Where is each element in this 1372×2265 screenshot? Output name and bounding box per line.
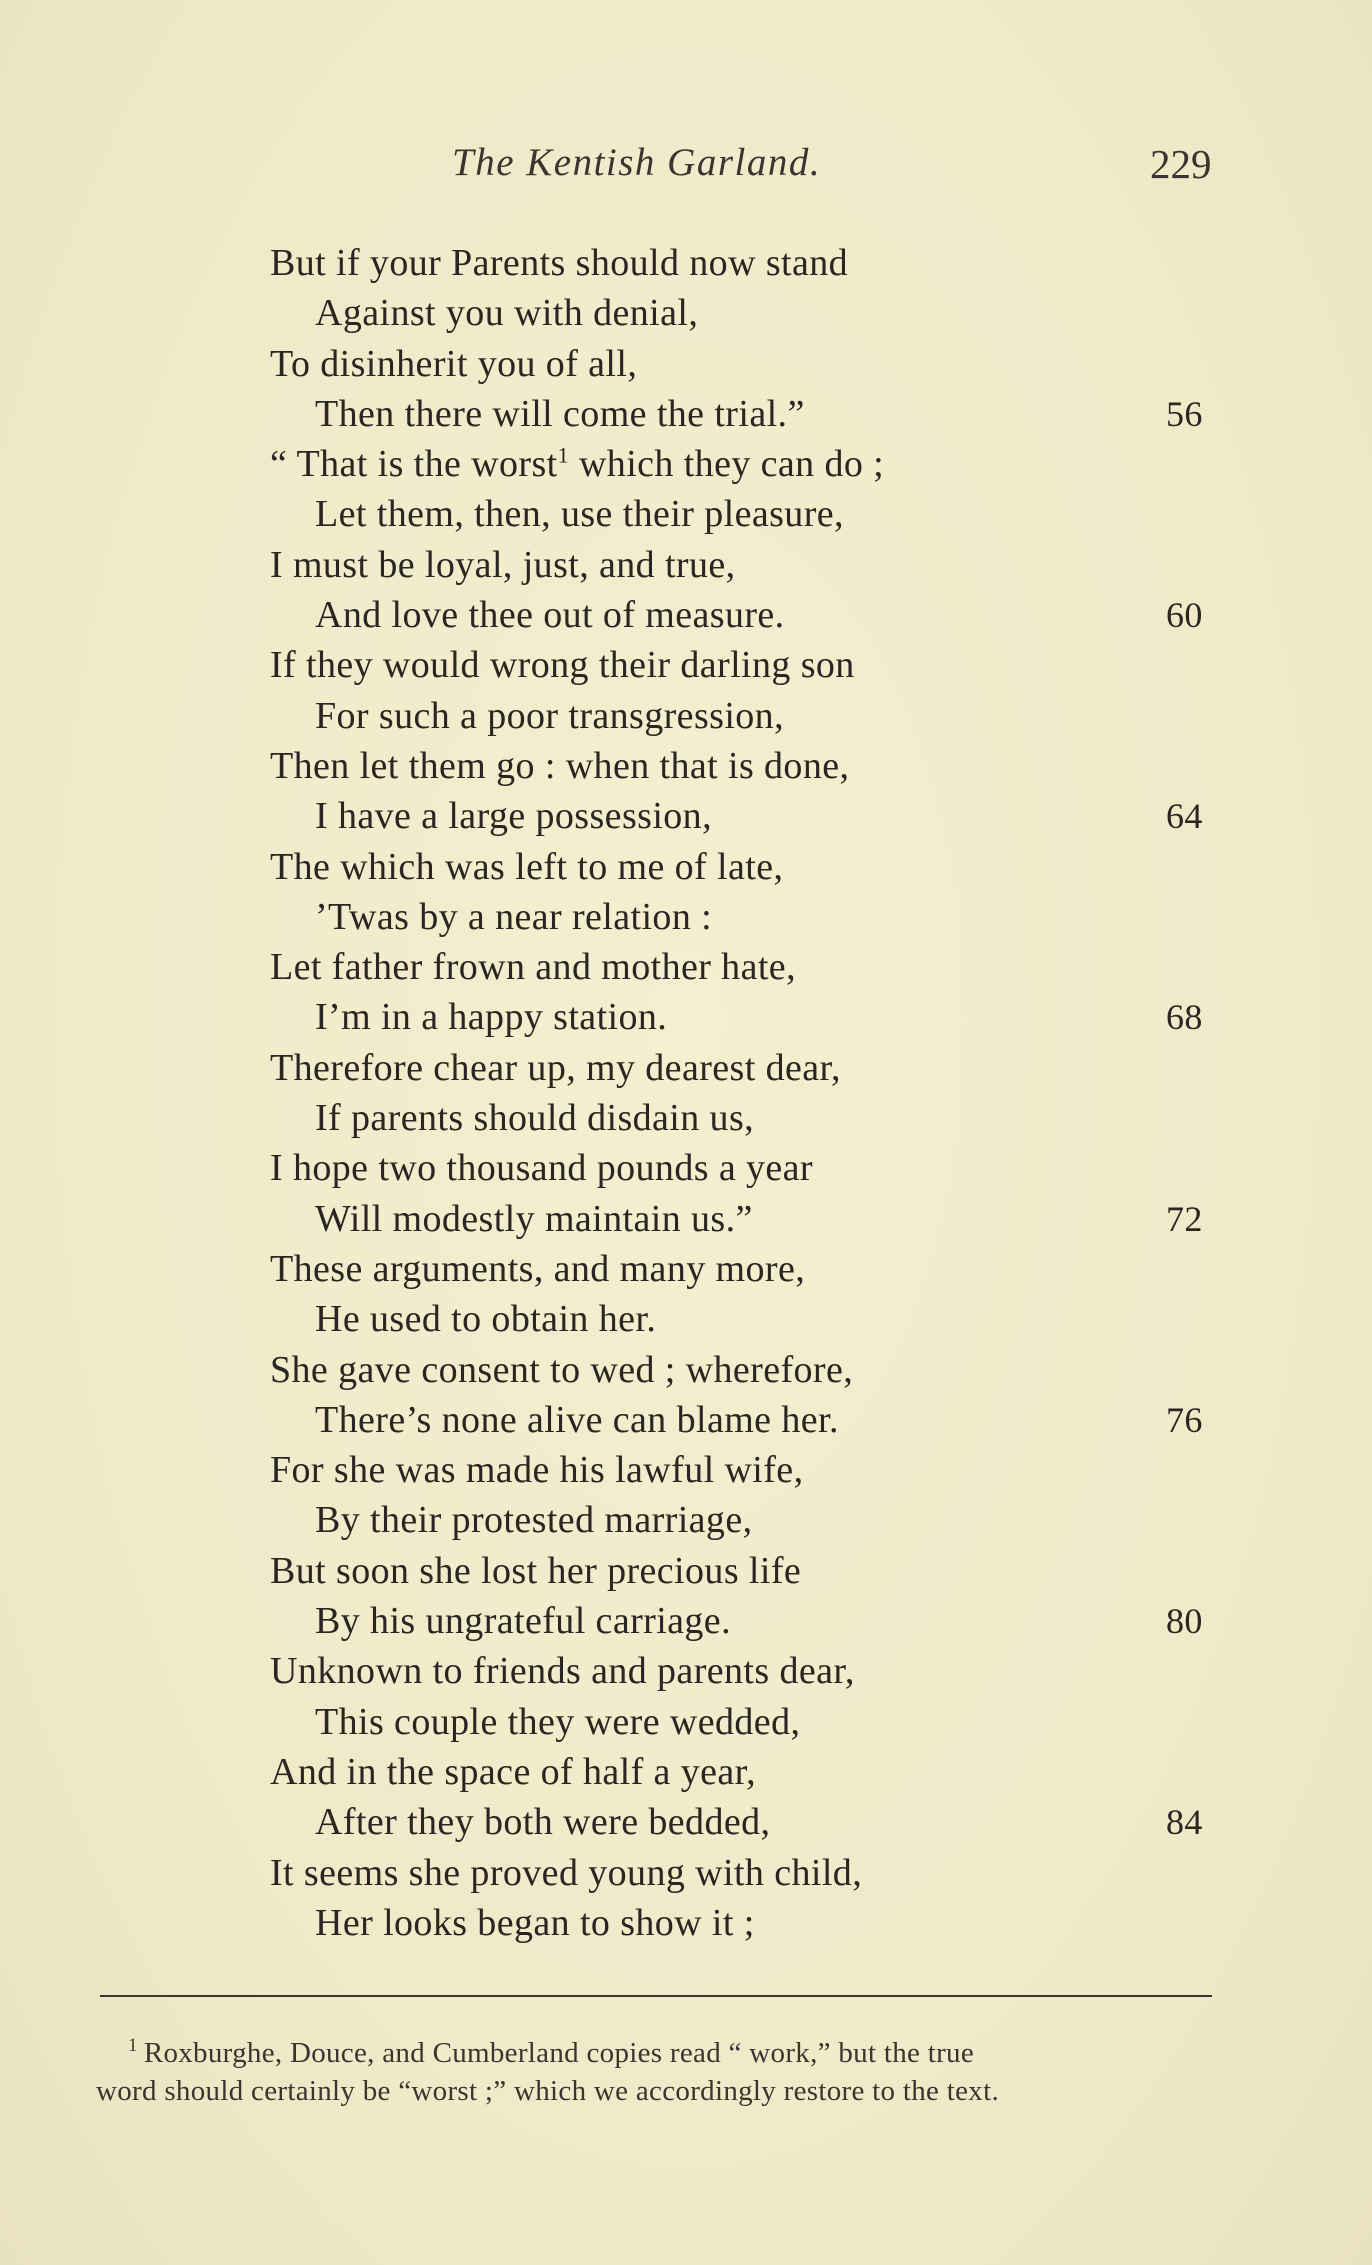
verse-text — [270, 238, 848, 288]
verse-text-main: This couple they were wedded, — [315, 1700, 801, 1743]
verse-text-main: She gave consent to wed ; wherefore, — [270, 1348, 854, 1391]
verse-text-main: If they would wrong their darling son — [270, 644, 855, 687]
verse-text — [315, 1395, 839, 1445]
verse-text-main: For she was made his lawful wife, — [270, 1449, 804, 1492]
verse-text — [315, 691, 784, 741]
verse-text-main: Will modestly maintain us.” — [315, 1197, 753, 1240]
verse-text — [270, 1345, 853, 1395]
verse-line — [0, 1093, 1372, 1143]
verse-text — [270, 1445, 803, 1495]
verse-line — [0, 238, 1372, 288]
verse-line — [0, 1495, 1372, 1545]
verse-line — [0, 1646, 1372, 1696]
line-number: 80 — [1166, 1601, 1203, 1642]
running-title: The Kentish Garland. — [452, 141, 822, 184]
verse-text-main: These arguments, and many more, — [270, 1247, 806, 1290]
verse-line — [0, 1244, 1372, 1294]
line-number: 56 — [1166, 393, 1203, 434]
verse-text-main: It seems she proved young with child, — [270, 1851, 863, 1894]
verse-line — [0, 1043, 1372, 1093]
verse-text-main: Then let them go : when that is done, — [270, 744, 850, 787]
footnote-text-1: Roxburghe, Douce, and Cumberland copies read “ work,” but the true — [143, 2037, 975, 2069]
page-number: 229 — [1150, 141, 1212, 187]
verse-text-main: Let father frown and mother hate, — [270, 946, 796, 989]
verse-text-main: He used to obtain her. — [315, 1298, 657, 1341]
verse-text — [315, 389, 805, 439]
line-number: 68 — [1166, 997, 1203, 1038]
verse-line — [0, 1345, 1372, 1395]
verse-text — [270, 842, 783, 892]
verse-line — [0, 288, 1372, 338]
verse-line — [0, 842, 1372, 892]
verse-text — [315, 1797, 770, 1847]
verse-text-main: Against you with denial, — [315, 292, 699, 335]
verse-line — [0, 439, 1372, 489]
verse-line — [0, 1898, 1372, 1948]
line-number: 84 — [1166, 1802, 1203, 1843]
verse-line — [0, 540, 1372, 590]
verse-line — [0, 1848, 1372, 1898]
verse-line — [0, 791, 1372, 841]
verse-line — [0, 992, 1372, 1042]
verse-text — [270, 1546, 801, 1596]
verse-text — [315, 892, 712, 942]
verse-text-main: But soon she lost her precious life — [270, 1549, 802, 1592]
verse-line — [0, 892, 1372, 942]
verse-text — [315, 590, 785, 640]
verse-text-main: “ That is the worst — [270, 443, 558, 486]
verse-line — [0, 1546, 1372, 1596]
verse-text-main: ’Twas by a near relation : — [315, 895, 713, 938]
verse-line — [0, 1294, 1372, 1344]
verse-text-main: But if your Parents should now stand — [270, 242, 849, 284]
verse-text-main: And love thee out of measure. — [315, 594, 785, 637]
verse-text — [270, 439, 884, 489]
verse-line — [0, 741, 1372, 791]
verse-text — [315, 1194, 753, 1244]
verse-text — [270, 1848, 862, 1898]
verse-line — [0, 389, 1372, 439]
verse-text — [270, 942, 796, 992]
poem-body — [0, 238, 1372, 1948]
verse-line — [0, 1797, 1372, 1847]
verse-text-after: which they can do ; — [569, 443, 885, 486]
verse-line — [0, 691, 1372, 741]
verse-line — [0, 339, 1372, 389]
verse-text — [315, 1495, 753, 1545]
footnote — [96, 2034, 1216, 2110]
verse-text — [315, 1093, 754, 1143]
verse-line — [0, 1143, 1372, 1193]
verse-text — [315, 1697, 800, 1747]
verse-text — [270, 339, 637, 389]
verse-line — [0, 640, 1372, 690]
line-number: 76 — [1166, 1399, 1203, 1440]
verse-text — [315, 1294, 656, 1344]
verse-line — [0, 1596, 1372, 1646]
verse-line — [0, 1445, 1372, 1495]
verse-text-main: I have a large possession, — [315, 795, 712, 838]
verse-text — [270, 1747, 756, 1797]
verse-text — [315, 489, 844, 539]
verse-text — [315, 1898, 755, 1948]
verse-line — [0, 1747, 1372, 1797]
verse-text — [270, 1646, 855, 1696]
verse-text — [270, 540, 736, 590]
verse-text — [270, 741, 849, 791]
verse-text-main: Then there will come the trial.” — [315, 392, 805, 435]
verse-text-main: For such a poor transgression, — [315, 694, 784, 737]
verse-text-main: By his ungrateful carriage. — [315, 1600, 731, 1643]
footnote-line-2: word should certainly be “worst ;” which we accordingly restore to the text. — [96, 2075, 999, 2107]
verse-text-main: I hope two thousand pounds a year — [270, 1147, 813, 1190]
verse-text — [270, 1143, 813, 1193]
verse-text — [315, 1596, 731, 1646]
verse-line — [0, 590, 1372, 640]
footnote-reference: 1 — [557, 442, 570, 468]
line-number: 64 — [1166, 796, 1203, 837]
verse-text — [315, 288, 698, 338]
verse-text-main: The which was left to me of late, — [270, 845, 784, 888]
verse-text-main: Unknown to friends and parents dear, — [270, 1650, 855, 1693]
verse-text-main: To disinherit you of all, — [270, 342, 638, 385]
verse-text-main: Therefore chear up, my dearest dear, — [270, 1046, 841, 1089]
footnote-line-1 — [96, 2034, 1216, 2072]
running-head — [0, 140, 1372, 200]
verse-line — [0, 489, 1372, 539]
verse-text — [315, 791, 712, 841]
verse-text-main: Her looks began to show it ; — [315, 1901, 755, 1944]
verse-text-main: After they both were bedded, — [315, 1801, 771, 1844]
verse-text-main: If parents should disdain us, — [315, 1097, 755, 1140]
footnote-rule — [100, 1995, 1212, 1997]
verse-text-main: By their protested marriage, — [315, 1499, 753, 1542]
verse-line — [0, 1395, 1372, 1445]
verse-line — [0, 1697, 1372, 1747]
verse-text-main: And in the space of half a year, — [270, 1750, 757, 1793]
verse-text-main: Let them, then, use their pleasure, — [315, 493, 844, 536]
verse-line — [0, 1194, 1372, 1244]
verse-line — [0, 942, 1372, 992]
verse-text — [315, 992, 667, 1042]
line-number: 72 — [1166, 1198, 1203, 1239]
verse-text-main: There’s none alive can blame her. — [315, 1398, 839, 1441]
line-number: 60 — [1166, 595, 1203, 636]
footnote-marker: 1 — [128, 2035, 138, 2057]
verse-text-main: I must be loyal, just, and true, — [270, 543, 736, 586]
verse-text — [270, 1244, 805, 1294]
verse-text-main: I’m in a happy station. — [315, 996, 668, 1039]
verse-text — [270, 1043, 841, 1093]
verse-text — [270, 640, 855, 690]
